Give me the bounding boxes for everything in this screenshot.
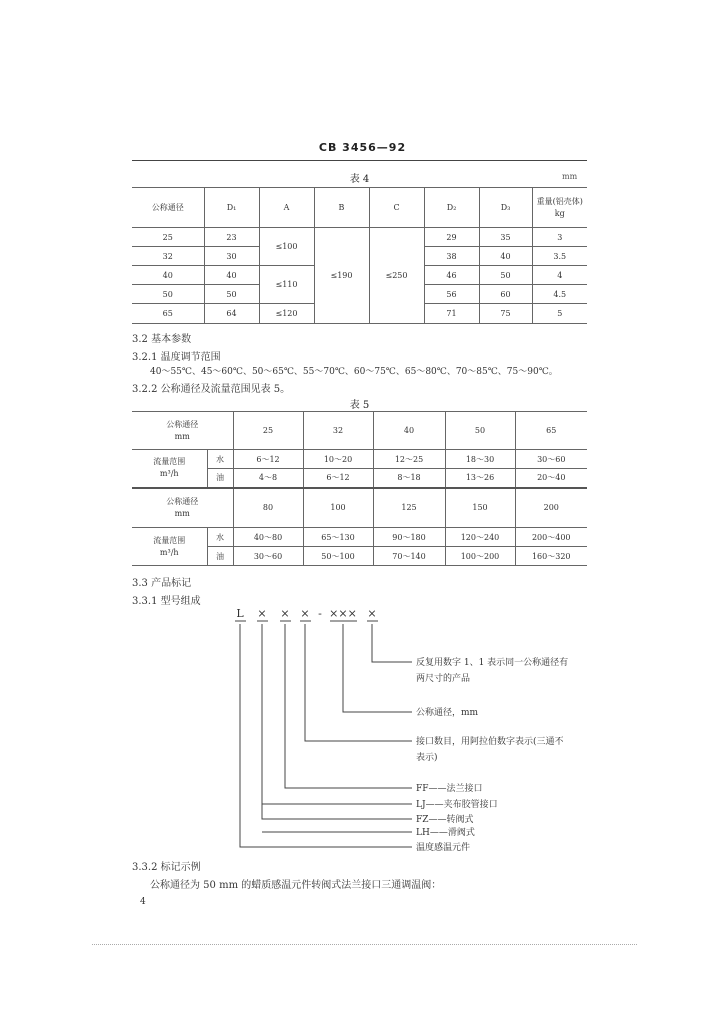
- label-variant-1: 反复用数字 1、1 表示同一公称通径有: [416, 658, 569, 668]
- section-3-2: 3.2 基本参数: [132, 334, 192, 345]
- t4-r1-weight: 3: [532, 228, 587, 247]
- t4-r5-a: ≤120: [259, 304, 314, 324]
- t5-b2-dn-2: 100: [303, 488, 373, 528]
- table4-caption: 表 4: [349, 174, 370, 185]
- page-number: 4: [140, 897, 146, 907]
- t5-b1-dn-4: 50: [445, 412, 515, 450]
- t5-b2-dn-unit: mm: [174, 508, 190, 518]
- t5-b1-water-label: 水: [207, 450, 233, 469]
- table4-unit: mm: [562, 172, 578, 181]
- t5-b2-dn-5: 200: [515, 488, 587, 528]
- t4-b-merged: ≤190: [314, 228, 369, 324]
- code-char-4: ×: [300, 607, 310, 620]
- section-3-3: 3.3 产品标记: [132, 578, 192, 589]
- t4-r1-d1: 23: [204, 228, 259, 247]
- section-3-3-2: 3.3.2 标记示例: [132, 862, 201, 873]
- t4-h-dn: 公称通径: [132, 188, 204, 228]
- t5-b1-dn-1: 25: [233, 412, 303, 450]
- t4-r1-d3: 35: [479, 228, 532, 247]
- t4-r5-d1: 64: [204, 304, 259, 324]
- t4-r2-weight: 3.5: [532, 247, 587, 266]
- t5-b2-dn-label: 公称通径: [166, 496, 199, 506]
- t5-b1-water-1: 6～12: [233, 450, 303, 469]
- t4-r2-d3: 40: [479, 247, 532, 266]
- t5-b2-dn-3: 125: [373, 488, 445, 528]
- standard-code: CB 3456—92: [318, 141, 407, 154]
- temp-range-text: 40～55℃、45～60℃、50～65℃、55～70℃、60～75℃、65～80℃、70～85℃、75～90℃。: [150, 367, 558, 377]
- t4-h-c: C: [369, 188, 424, 228]
- t4-r2-d1: 30: [204, 247, 259, 266]
- label-ports-2: 表示): [416, 753, 438, 763]
- t4-r3-d3: 50: [479, 266, 532, 285]
- code-char-5: -: [318, 607, 322, 620]
- t5-b2-water-1: 40～80: [233, 528, 303, 547]
- t4-c-merged: ≤250: [369, 228, 424, 324]
- t5-b1-oil-3: 8～18: [373, 469, 445, 488]
- t5-b1-flow-label: 流量范围: [153, 457, 186, 467]
- code-char-1: L: [236, 607, 244, 620]
- label-lh: LH——滑阀式: [416, 828, 475, 838]
- t4-r1-dn: 25: [132, 228, 204, 247]
- t4-r4-d3: 60: [479, 285, 532, 304]
- t5-b1-oil-5: 20～40: [515, 469, 587, 488]
- t4-r2-d2: 38: [424, 247, 479, 266]
- t5-b1-dn-2: 32: [303, 412, 373, 450]
- label-ports-1: 接口数目，用阿拉伯数字表示(三通不: [416, 737, 564, 747]
- t4-a-merged-1: ≤100: [259, 228, 314, 266]
- t5-b2-oil-2: 50～100: [303, 547, 373, 566]
- t4-h-d3: D₃: [479, 188, 532, 228]
- t4-r1-d2: 29: [424, 228, 479, 247]
- t4-r3-weight: 4: [532, 266, 587, 285]
- label-fz: FZ——转阀式: [416, 815, 474, 825]
- t5-b2-water-5: 200～400: [515, 528, 587, 547]
- t4-r5-dn: 65: [132, 304, 204, 324]
- code-char-2: ×: [257, 607, 267, 620]
- t5-b2-water-4: 120～240: [445, 528, 515, 547]
- t4-r4-d1: 50: [204, 285, 259, 304]
- t4-h-a: A: [259, 188, 314, 228]
- t4-h-d2: D₂: [424, 188, 479, 228]
- t5-b2-oil-1: 30～60: [233, 547, 303, 566]
- example-text: 公称通径为 50 mm 的蜡质感温元件转阀式法兰接口三通调温阀：: [150, 880, 442, 891]
- t4-r5-weight: 5: [532, 304, 587, 324]
- t5-b1-water-4: 18～30: [445, 450, 515, 469]
- t5-b1-dn-label: 公称通径: [166, 419, 199, 429]
- label-variant-2: 两尺寸的产品: [416, 674, 471, 684]
- t5-b2-flow-unit: m³/h: [159, 547, 179, 557]
- t4-r4-weight: 4.5: [532, 285, 587, 304]
- t4-r3-dn: 40: [132, 266, 204, 285]
- t5-b1-flow-unit: m³/h: [159, 469, 179, 479]
- t5-b1-oil-1: 4～8: [233, 469, 303, 488]
- label-dn: 公称通径，mm: [416, 708, 479, 718]
- code-char-7: ×: [367, 607, 377, 620]
- section-3-2-1: 3.2.1 温度调节范围: [132, 352, 221, 363]
- t5-b1-oil-2: 6～12: [303, 469, 373, 488]
- t5-b2-water-2: 65～130: [303, 528, 373, 547]
- t5-b2-dn-1: 80: [233, 488, 303, 528]
- t5-b2-flow-label: 流量范围: [153, 535, 186, 545]
- t5-b1-oil-4: 13～26: [445, 469, 515, 488]
- code-char-3: ×: [280, 607, 290, 620]
- t5-b2-water-label: 水: [207, 528, 233, 547]
- label-lj: LJ——夹布胶管接口: [416, 800, 498, 810]
- t4-r2-dn: 32: [132, 247, 204, 266]
- t4-r3-d2: 46: [424, 266, 479, 285]
- section-3-3-1: 3.3.1 型号组成: [132, 596, 201, 607]
- table5-caption: 表 5: [349, 400, 370, 411]
- t5-b2-dn-4: 150: [445, 488, 515, 528]
- t5-b1-water-5: 30～60: [515, 450, 587, 469]
- t5-b1-oil-label: 油: [207, 469, 233, 488]
- t4-h-weight: 重量(铝壳体) kg: [532, 188, 587, 228]
- label-element: 温度感温元件: [416, 843, 471, 853]
- t4-r4-dn: 50: [132, 285, 204, 304]
- t4-r3-d1: 40: [204, 266, 259, 285]
- code-char-6: ×××: [329, 607, 357, 620]
- t5-b1-dn-unit: mm: [174, 431, 190, 441]
- t4-h-b: B: [314, 188, 369, 228]
- t4-h-d1: D₁: [204, 188, 259, 228]
- t5-b2-oil-3: 70～140: [373, 547, 445, 566]
- t5-b1-dn-3: 40: [373, 412, 445, 450]
- t5-b2-oil-5: 160～320: [515, 547, 587, 566]
- t5-b2-oil-4: 100～200: [445, 547, 515, 566]
- t4-r5-d2: 71: [424, 304, 479, 324]
- t5-b1-water-2: 10～20: [303, 450, 373, 469]
- section-3-2-2: 3.2.2 公称通径及流量范围见表 5。: [132, 384, 291, 395]
- t5-b2-oil-label: 油: [207, 547, 233, 566]
- t5-b2-water-3: 90～180: [373, 528, 445, 547]
- label-ff: FF——法兰接口: [416, 784, 483, 794]
- scan-noise-line: [92, 944, 637, 945]
- t5-b1-water-3: 12～25: [373, 450, 445, 469]
- t4-a-merged-2: ≤110: [259, 266, 314, 304]
- t5-b1-dn-5: 65: [515, 412, 587, 450]
- t4-r5-d3: 75: [479, 304, 532, 324]
- t4-r4-d2: 56: [424, 285, 479, 304]
